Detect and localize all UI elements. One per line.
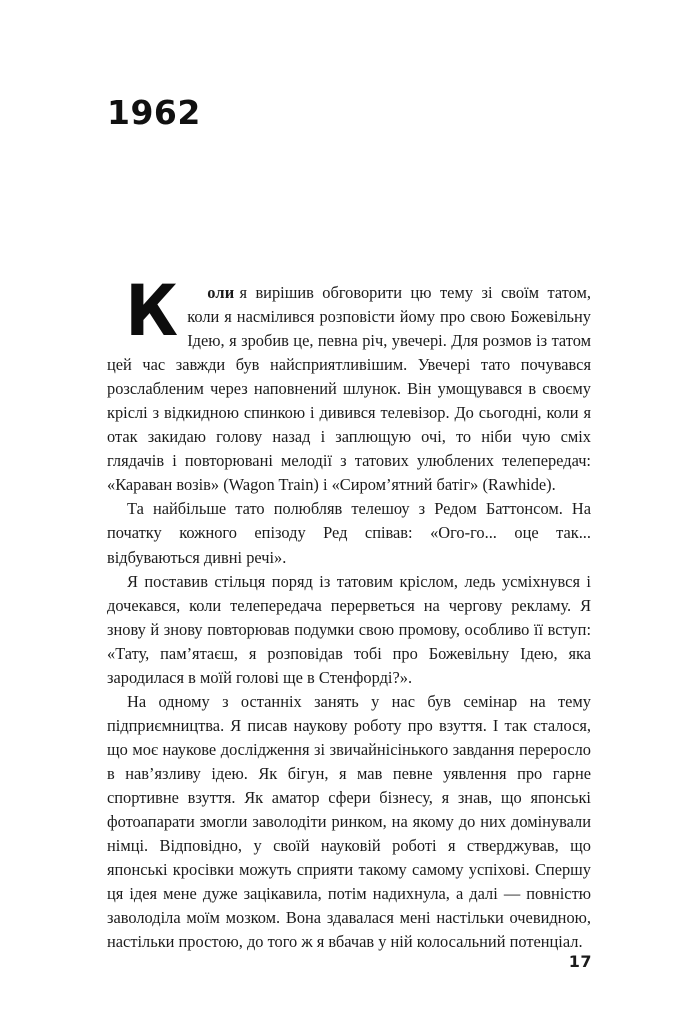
paragraph-3-text: Я поставив стільця поряд із татовим кріслом, ледь усміхнувся і дочекався, коли телепередача перерветься на чергову рекламу. Я знову й знову повторював подумки свою промову, особливо її вступ: «Тату, пам’ятаєш, я розповідав тобі про Божевільну Ідею, яка зародилася в моїй голові ще в Стенфорді?». xyxy=(107,571,591,687)
chapter-title: 1962 xyxy=(107,93,201,132)
paragraph-2-text: Та найбільше тато полюбляв телешоу з Редом Баттонсом. На початку кожного епізоду Ред співав: «Ого-го... оце так... відбуваються дивні речі». xyxy=(107,499,591,567)
paragraph-4 xyxy=(107,690,591,955)
body-text-column xyxy=(107,270,591,954)
lead-bold-text: оли xyxy=(207,283,235,302)
paragraph-4-text: На одному з останніх занять у нас був семінар на тему підприємництва. Я писав наукову роботу про взуття. І так сталося, що моє наукове дослідження зі звичайнісінького завдання переросло в нав’язливу ідею. Як бігун, я мав певне уявлення про гарне спортивне взуття. Як аматор сфери бізнесу, я знав, що японські фотоапарати змогли заволодіти ринком, на якому до них домінували німці. Відповідно, у своїй науковій роботі я стверджував, що японські кросівки можуть сприяти такому самому успіхові. Спершу ця ідея мене дуже зацікавила, потім надихнула, а далі — повністю заволоділа моїм мозком. Вона здавалася мені настільки очевидною, настільки простою, до того ж я вбачав у ній колосальний потенціал. xyxy=(107,691,591,952)
page-number: 17 xyxy=(568,952,592,971)
paragraph-1-text: я вирішив обговорити цю тему зі своїм татом, коли я насмілився розповісти йому про свою Божевільну Ідею, я зробив це, певна річ, увечері. Для розмов із татом цей час завжди був найсприятливішим. Увечері тато почувався розслабленим через наповнений шлунок. Він умощувався в своєму кріслі з відкидною спинкою і дивився телевізор. До сьогодні, коли я отак закидаю голову назад і заплющую очі, то ніби чую сміх глядачів і повторювані мелодії з татових улюблених телепередач: «Караван возів» (Wagon Train) і «Сиром’ятний батіг» (Rawhide). xyxy=(107,283,591,495)
drop-cap-letter: К xyxy=(125,270,179,352)
paragraph-3 xyxy=(107,570,591,690)
paragraph-1 xyxy=(107,270,591,497)
paragraph-2 xyxy=(107,497,591,569)
